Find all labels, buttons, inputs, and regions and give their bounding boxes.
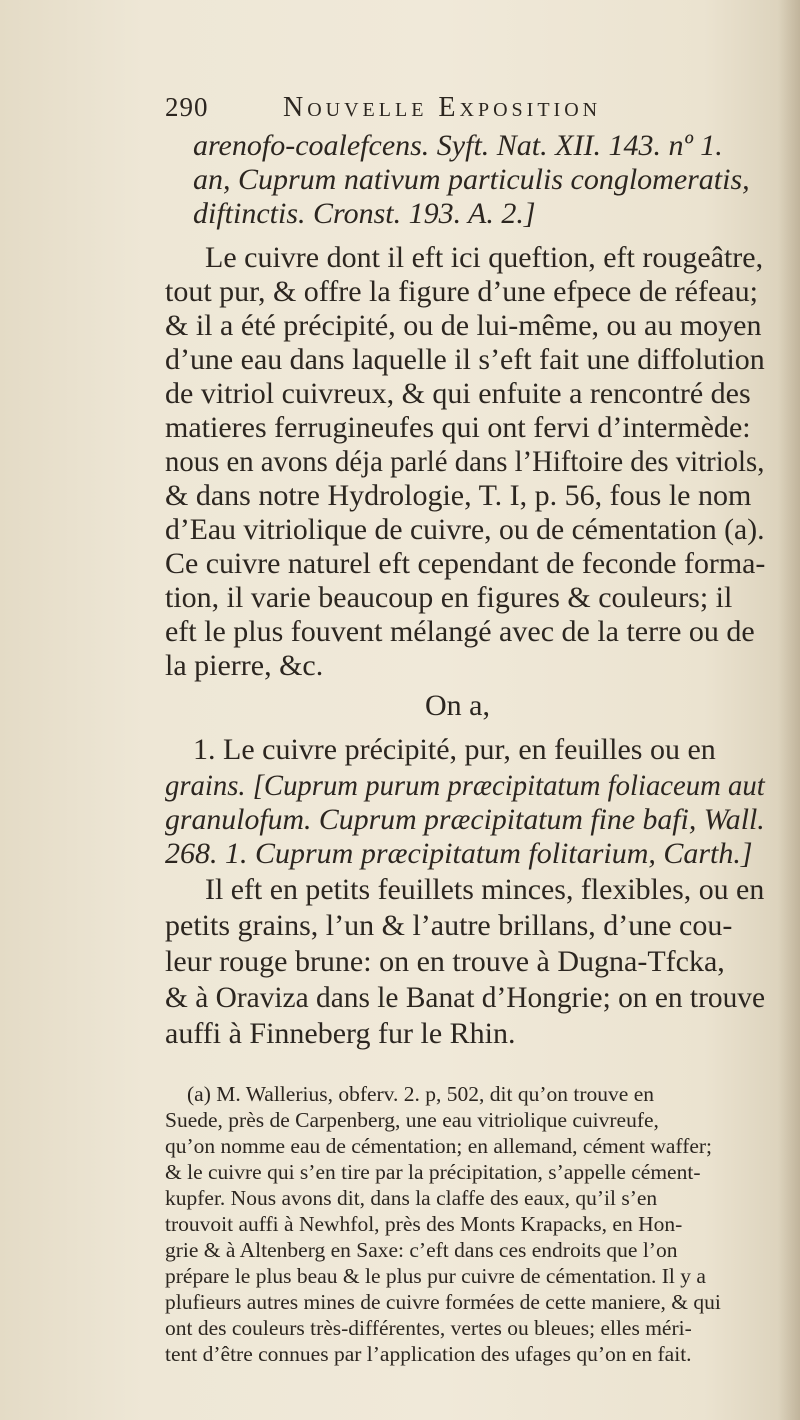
footnote-line: kupfer. Nous avons dit, dans la claffe des eaux, qu’il s’en (165, 1186, 658, 1210)
paragraph2-line: leur rouge brune: on en trouve à Dugna-Tfcka, (165, 945, 725, 978)
item1-line-3: granulofum. Cuprum præcipitatum fine bafi, Wall. (165, 803, 765, 836)
paragraph1-line: d’une eau dans laquelle il s’eft fait une diffolution (165, 343, 765, 376)
page-edge-shadow (778, 0, 800, 1420)
paragraph1-line: matieres ferrugineufes qui ont fervi d’intermède: (165, 411, 751, 444)
paragraph1-line: tout pur, & offre la figure d’une efpece de réfeau; (165, 275, 758, 308)
entry-line-2: an, Cuprum nativum particulis conglomeratis, (193, 163, 750, 196)
page-header (165, 92, 765, 128)
paragraph1-line: la pierre, &c. (165, 649, 324, 682)
footnote-line: prépare le plus beau & le plus pur cuivre de cémentation. Il y a (165, 1264, 706, 1288)
paragraph1-line: eft le plus fouvent mélangé avec de la terre ou de (165, 615, 755, 648)
item1-line-1: 1. Le cuivre précipité, pur, en feuilles ou en (193, 733, 716, 766)
paragraph2-line: & à Oraviza dans le Banat d’Hongrie; on en trouve (165, 981, 766, 1014)
entry-line-3: diftinctis. Cronst. 193. A. 2.] (193, 197, 536, 230)
footnote-line: Suede, près de Carpenberg, une eau vitriolique cuivreufe, (165, 1108, 659, 1132)
page-number: 290 (165, 92, 209, 122)
footnote-line: ont des couleurs très-différentes, vertes ou bleues; elles méri- (165, 1316, 692, 1340)
paragraph1-line: Le cuivre dont il eft ici queftion, eft rougeâtre, (205, 241, 764, 274)
item1-line-4: 268. 1. Cuprum præcipitatum folitarium, Carth.] (165, 837, 753, 870)
footnote-line: qu’on nomme eau de cémentation; en allemand, cément waffer; (165, 1134, 713, 1158)
entry-line-1: arenofo-coalefcens. Syft. Nat. XII. 143. nº 1. (193, 129, 723, 162)
footnote-line: (a) M. Wallerius, obferv. 2. p, 502, dit qu’on trouve en (187, 1082, 654, 1106)
paragraph2-line: petits grains, l’un & l’autre brillans, d’une cou- (165, 909, 733, 942)
footnote-line: tent d’être connues par l’application des ufages qu’on en fait. (165, 1342, 692, 1366)
paragraph1-line: tion, il varie beaucoup en figures & couleurs; il (165, 581, 733, 614)
footnote-line: & le cuivre qui s’en tire par la précipitation, s’appelle cément- (165, 1160, 701, 1184)
paragraph1-line: de vitriol cuivreux, & qui enfuite a rencontré des (165, 377, 751, 410)
paragraph1-line: & dans notre Hydrologie, T. I, p. 56, fous le nom (165, 479, 752, 512)
footnote-line: trouvoit auffi à Newhfol, près des Monts Krapacks, en Hon- (165, 1212, 683, 1236)
paragraph1-line: d’Eau vitriolique de cuivre, ou de cémentation (a). (165, 513, 765, 546)
item1-line-2: grains. [Cuprum purum præcipitatum foliaceum aut (165, 769, 765, 802)
paragraph2-line: auffi à Finneberg fur le Rhin. (165, 1017, 516, 1050)
on-a-heading: On a, (425, 689, 490, 722)
footnote-line: grie & à Altenberg en Saxe: c’eft dans ces endroits que l’on (165, 1238, 678, 1262)
paragraph1-line: & il a été précipité, ou de lui-même, ou au moyen (165, 309, 762, 342)
running-title: Nouvelle Exposition (283, 92, 602, 123)
paragraph1-line: nous en avons déja parlé dans l’Hiftoire des vitriols, (165, 445, 765, 478)
paragraph2-line: Il eft en petits feuillets minces, flexibles, ou en (205, 873, 765, 906)
footnote-line: plufieurs autres mines de cuivre formées de cette maniere, & qui (165, 1290, 721, 1314)
paragraph1-line: Ce cuivre naturel eft cependant de feconde forma- (165, 547, 766, 580)
